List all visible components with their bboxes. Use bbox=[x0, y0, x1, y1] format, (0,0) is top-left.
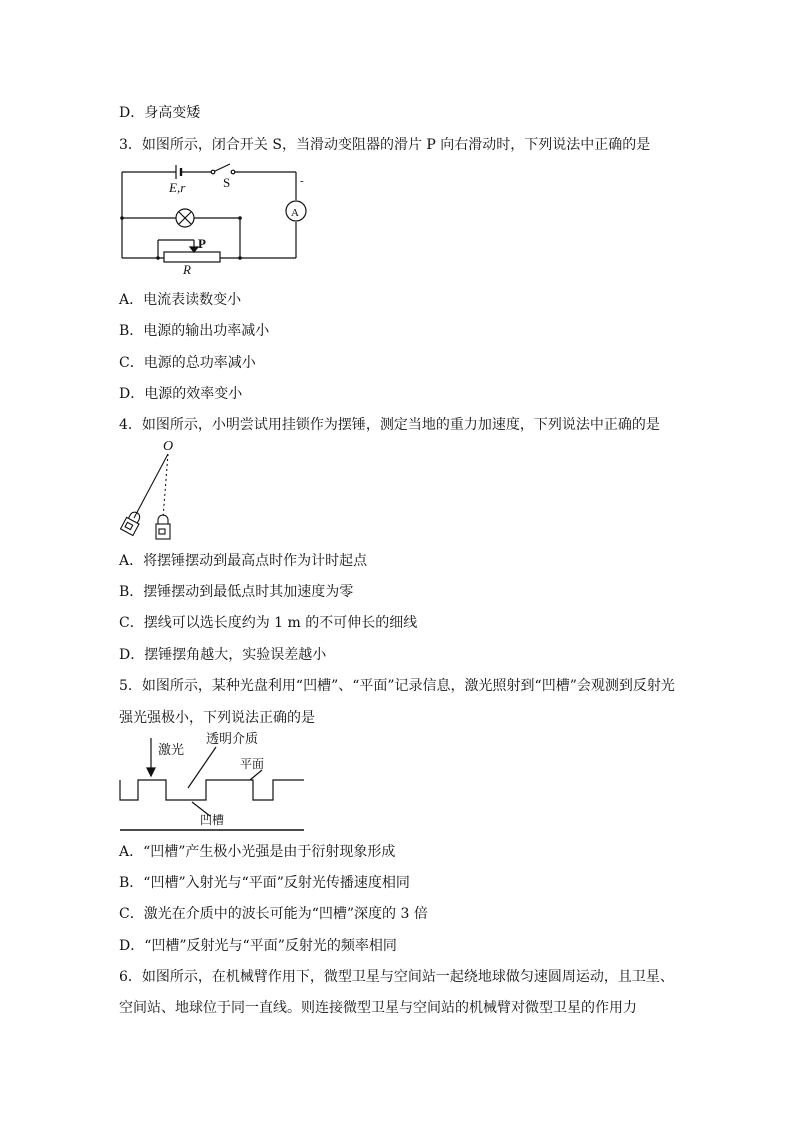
laser-label: 激光 bbox=[158, 743, 185, 758]
q5-option-d: D．“凹槽”反射光与“平面”反射光的频率相同 bbox=[119, 938, 397, 954]
disc-surface-profile bbox=[120, 780, 304, 800]
q3-option-c: C．电源的总功率减小 bbox=[119, 355, 256, 371]
medium-leader bbox=[188, 747, 216, 788]
q3-circuit-diagram bbox=[118, 160, 318, 277]
q4-pendulum-diagram bbox=[116, 434, 186, 544]
q4-option-a: A．将摆锤摆动到最高点时作为计时起点 bbox=[119, 553, 368, 569]
lock-displaced bbox=[121, 509, 144, 535]
q4-stem: 4．如图所示，小明尝试用挂锁作为摆锤，测定当地的重力加速度，下列说法中正确的是 bbox=[119, 417, 660, 433]
rheostat-label: R bbox=[183, 262, 191, 277]
q5-option-b: B．“凹槽”入射光与“平面”反射光传播速度相同 bbox=[119, 875, 410, 891]
q5-option-c: C．激光在介质中的波长可能为“凹槽”深度的 3 倍 bbox=[119, 906, 428, 922]
pivot-label: O bbox=[163, 439, 174, 454]
pendulum-string bbox=[134, 454, 168, 518]
q5-stem-line2: 强光强极小，下列说法正确的是 bbox=[119, 710, 315, 726]
plane-leader bbox=[250, 770, 262, 780]
q3-option-a: A．电流表读数变小 bbox=[119, 292, 242, 308]
q6-stem-line2: 空间站、地球位于同一直线。则连接微型卫星与空间站的机械臂对微型卫星的作用力 bbox=[119, 1000, 637, 1016]
groove-label: 凹槽 bbox=[200, 813, 225, 827]
medium-label: 透明介质 bbox=[206, 732, 259, 747]
q3-option-d: D．电源的效率变小 bbox=[119, 386, 243, 402]
q5-option-a: A．“凹槽”产生极小光强是由于衍射现象形成 bbox=[119, 844, 396, 860]
q5-stem-line1: 5．如图所示，某种光盘利用“凹槽”、“平面”记录信息，激光照射到“凹槽”会观测到反射光 bbox=[119, 678, 675, 694]
q6-stem-line1: 6．如图所示，在机械臂作用下，微型卫星与空间站一起绕地球做匀速圆周运动，且卫星、 bbox=[119, 969, 674, 985]
switch-label: S bbox=[223, 175, 231, 190]
equilibrium-dashed-line bbox=[163, 454, 168, 518]
ammeter-label: A bbox=[291, 207, 299, 219]
rheostat-body bbox=[164, 252, 220, 262]
q4-option-c: C．摆线可以选长度约为 1 m 的不可伸长的细线 bbox=[119, 615, 418, 631]
q4-option-b: B．摆锤摆动到最低点时其加速度为零 bbox=[119, 584, 354, 600]
slider-arrow bbox=[190, 247, 198, 252]
plane-label: 平面 bbox=[240, 757, 265, 771]
lock-equilibrium bbox=[156, 515, 170, 539]
slider-label: P bbox=[198, 236, 206, 251]
q3-option-b: B．电源的输出功率减小 bbox=[119, 323, 270, 339]
ammeter-minus-label: - bbox=[300, 175, 304, 187]
q4-option-d: D．摆锤摆角越大，实验误差越小 bbox=[119, 647, 327, 663]
q3-stem: 3．如图所示，闭合开关 S，当滑动变阻器的滑片 P 向右滑动时，下列说法中正确的是 bbox=[119, 137, 651, 153]
switch-blade bbox=[213, 164, 230, 172]
q2-option-d: D．身高变矮 bbox=[119, 105, 201, 121]
source-label: E,r bbox=[169, 180, 186, 195]
q5-disc-diagram bbox=[118, 730, 310, 836]
